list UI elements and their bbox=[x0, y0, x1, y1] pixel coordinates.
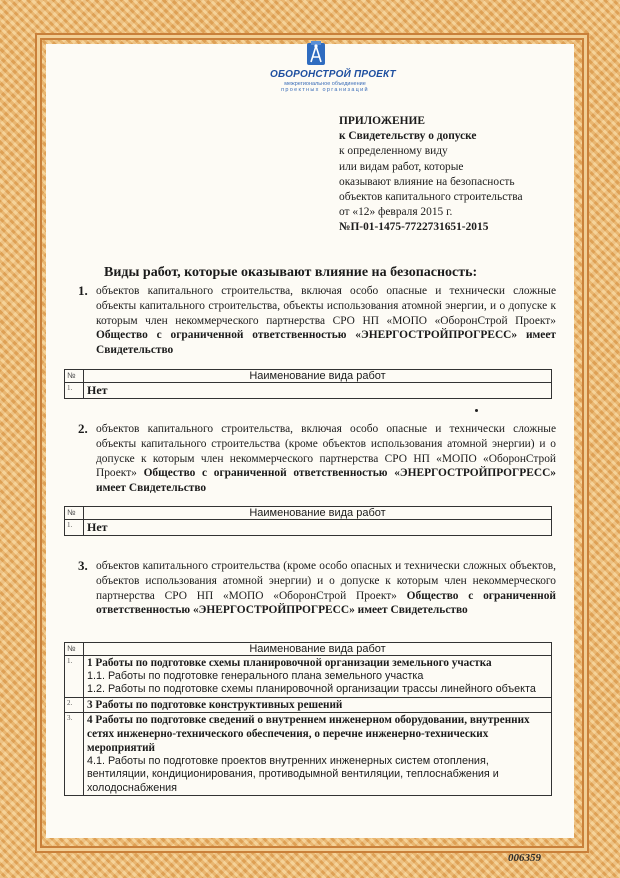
table-num-header: № bbox=[65, 643, 84, 656]
section-number: 1. bbox=[78, 283, 88, 298]
row-number: 1. bbox=[65, 520, 84, 536]
section-2 bbox=[78, 422, 556, 496]
table-row: Нет bbox=[84, 520, 552, 536]
table-name-header: Наименование вида работ bbox=[84, 507, 552, 520]
table-num-header: № bbox=[65, 507, 84, 520]
appendix-header bbox=[339, 114, 569, 236]
section-text: объектов капитального строительства, включая особо опасные и технически сложные объекты капитального строительства, объекты использования атомной энергии, и о допуске к которым член некоммерческого партнерства СРО НП «МОПО «ОборонСтрой Проект» bbox=[96, 285, 556, 327]
appendix-line: к Свидетельству о допуске bbox=[339, 130, 477, 143]
table-name-header: Наименование вида работ bbox=[84, 643, 552, 656]
section-text: объектов капитального строительства, включая особо опасные и технически сложные объекты капитального строительства (кроме объектов использования атомной энергии) и о допуске к которым член некоммерческого партнерства СРО НП «МОПО «ОборонСтрой Проект» bbox=[96, 423, 556, 480]
table-num-header: № bbox=[65, 370, 84, 383]
logo-title: ОБОРОНСТРОЙ ПРОЕКТ bbox=[270, 69, 396, 80]
works-table-2 bbox=[64, 506, 552, 536]
work-types-heading: Виды работ, которые оказывают влияние на безопасность: bbox=[104, 265, 478, 280]
compass-emblem-icon bbox=[300, 40, 332, 68]
logo-subtitle: проектных организаций bbox=[281, 87, 369, 93]
work-item: 1.2. Работы по подготовке схемы планировочной организации трассы линейного объекта bbox=[87, 683, 536, 696]
section-text: объектов капитального строительства (кроме особо опасных и технически сложных объектов, объектов использования атомной энергии) и о допуске к которым член некоммерческого партнерства СРО НП «МОПО «ОборонСтрой Проект» bbox=[96, 560, 556, 602]
row-number: 1. bbox=[65, 656, 84, 698]
works-table-1 bbox=[64, 369, 552, 399]
section-3 bbox=[78, 559, 556, 618]
appendix-title: ПРИЛОЖЕНИЕ bbox=[339, 115, 425, 127]
row-number: 2. bbox=[65, 697, 84, 712]
certificate-number: №П-01-1475-7722731651-2015 bbox=[339, 221, 489, 234]
ink-dot bbox=[475, 409, 478, 412]
appendix-line: объектов капитального строительства bbox=[339, 191, 523, 204]
serial-number: 006359 bbox=[508, 852, 541, 864]
work-item: 4.1. Работы по подготовке проектов внутренних инженерных систем отопления, вентиляции, кондиционирования, противодымной вентиляции, теплоснабжения и холодоснабжения bbox=[87, 754, 499, 794]
appendix-line: к определенному виду bbox=[339, 145, 448, 158]
row-number: 3. bbox=[65, 712, 84, 795]
work-group: 4 Работы по подготовке сведений о внутреннем инженерном оборудовании, внутренних сетях инженерно-технического обеспечения, о перечне инженерно-технических мероприятий bbox=[87, 713, 530, 754]
organization-logo bbox=[270, 40, 396, 93]
section-1 bbox=[78, 284, 556, 358]
appendix-date: от «12» февраля 2015 г. bbox=[339, 206, 453, 219]
section-holder: Общество с ограниченной ответственностью «ЭНЕРГОСТРОЙПРОГРЕСС» имеет Свидетельство bbox=[96, 589, 556, 617]
table-row: Нет bbox=[84, 383, 552, 399]
table-row bbox=[84, 712, 552, 795]
appendix-line: оказывают влияние на безопасность bbox=[339, 175, 515, 188]
work-group: 1 Работы по подготовке схемы планировочной организации земельного участка bbox=[87, 657, 492, 669]
logo-subtitle: межрегиональное объединение bbox=[284, 81, 366, 87]
section-holder: Общество с ограниченной ответственностью «ЭНЕРГОСТРОЙПРОГРЕСС» имеет Свидетельство bbox=[96, 467, 556, 495]
table-row bbox=[84, 656, 552, 698]
work-group: 3 Работы по подготовке конструктивных решений bbox=[87, 698, 343, 711]
table-row bbox=[84, 697, 552, 712]
work-item: 1.1. Работы по подготовке генерального плана земельного участка bbox=[87, 670, 424, 682]
row-number: 1. bbox=[65, 383, 84, 399]
section-holder: Общество с ограниченной ответственностью «ЭНЕРГОСТРОЙПРОГРЕСС» имеет Свидетельство bbox=[96, 329, 556, 357]
appendix-line: или видам работ, которые bbox=[339, 160, 464, 173]
section-number: 3. bbox=[78, 558, 88, 573]
section-number: 2. bbox=[78, 421, 88, 436]
works-table-3 bbox=[64, 642, 552, 796]
table-name-header: Наименование вида работ bbox=[84, 370, 552, 383]
